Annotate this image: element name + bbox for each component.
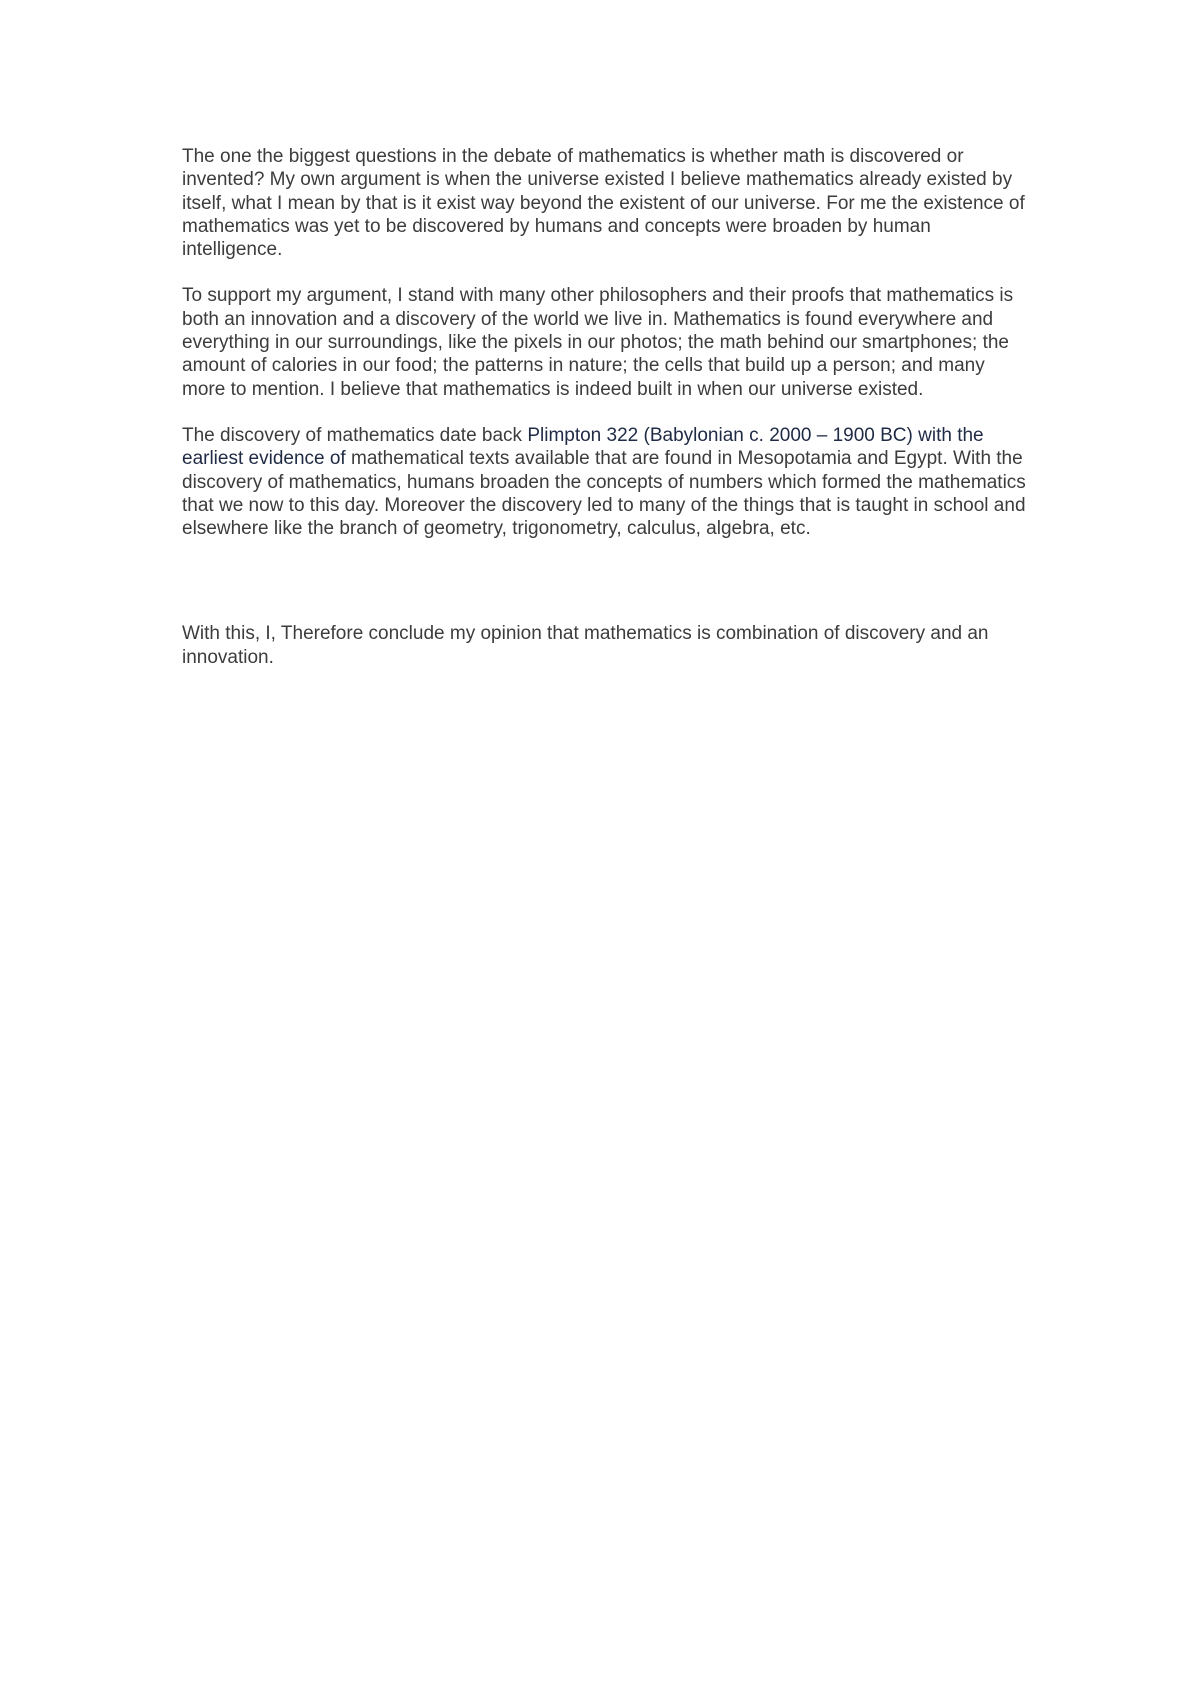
paragraph-discovery-tail: mathematical texts available that are found in Mesopotamia and Egypt. With the discovery of mathematics, humans broaden the concepts of numbers which formed the mathematics that we now to this day. Moreover the discovery led to many of the things that is taught in school and elsewhere like the branch of geometry, trigonometry, calculus, algebra, etc. <box>182 448 1026 540</box>
paragraph-argument: To support my argument, I stand with many other philosophers and their proofs that mathematics is both an innovation and a discovery of the world we live in. Mathematics is found everywhere and everything in our surroundings, like the pixels in our photos; the math behind our smartphones; the amount of calories in our food; the patterns in nature; the cells that build up a person; and many more to mention. I believe that mathematics is indeed built in when our universe existed. <box>182 285 1014 400</box>
paragraph-conclusion: With this, I, Therefore conclude my opinion that mathematics is combination of discovery and an innovation. <box>182 623 989 668</box>
paragraph-discovery-lead: The discovery of mathematics date back <box>182 424 528 446</box>
document-body <box>182 145 1032 669</box>
paragraph-discovery <box>182 424 1032 540</box>
paragraph-intro: The one the biggest questions in the debate of mathematics is whether math is discovered or invented? My own argument is when the universe existed I believe mathematics already existed by itself, what I mean by that is it exist way beyond the existent of our universe. For me the existence of mathematics was yet to be discovered by humans and concepts were broaden by human intelligence. <box>182 146 1025 261</box>
plimpton-reference-text: Plimpton 322 (Babylonian c. 2000 – 1900 BC) with the earliest evidence of <box>182 424 984 470</box>
